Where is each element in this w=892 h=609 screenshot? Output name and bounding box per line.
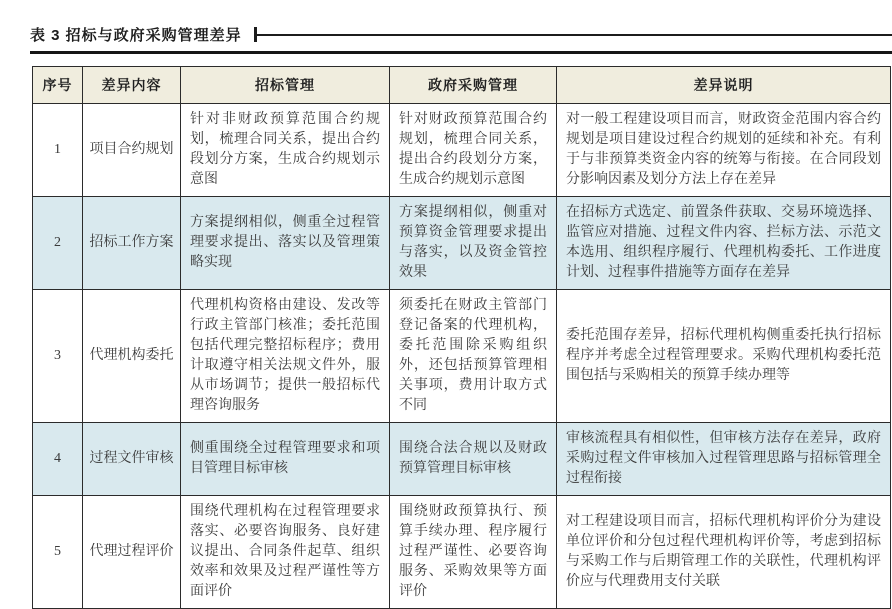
caption-horizontal-line	[257, 34, 892, 36]
cell-explanation: 对工程建设项目而言，招标代理机构评价分为建设单位评价和分包过程代理机构评价等，考虑到招标与采购工作与后期管理工作的关联性，代理机构评价应与代理费用支付关联	[557, 496, 891, 609]
comparison-table	[32, 66, 891, 609]
cell-bidding: 代理机构资格由建设、发改等行政主管部门核准；委托范围包括代理完整招标程序；费用计取遵守相关法规文件外，服从市场调节；提供一般招标代理咨询服务	[181, 290, 390, 423]
cell-explanation: 审核流程具有相似性，但审核方法存在差异，政府采购过程文件审核加入过程管理思路与招标管理全过程衔接	[557, 423, 891, 496]
cell-procurement: 方案提纲相似，侧重对预算资金管理要求提出与落实，以及资金管控效果	[390, 197, 557, 290]
cell-seq: 4	[33, 423, 83, 496]
table-header-row	[33, 67, 891, 104]
caption-divider-rule	[30, 51, 892, 54]
cell-bidding: 侧重围绕全过程管理要求和项目管理目标审核	[181, 423, 390, 496]
table-row	[33, 197, 891, 290]
cell-procurement: 须委托在财政主管部门登记备案的代理机构，委托范围除采购组织外，还包括预算管理相关事项，费用计取方式不同	[390, 290, 557, 423]
col-header-diff-content: 差异内容	[83, 67, 181, 104]
cell-diff-content: 代理机构委托	[83, 290, 181, 423]
table-row	[33, 104, 891, 197]
cell-procurement: 围绕财政预算执行、预算手续办理、程序履行过程严谨性、必要咨询服务、采购效果等方面评价	[390, 496, 557, 609]
col-header-bidding-mgmt: 招标管理	[181, 67, 390, 104]
table-row	[33, 290, 891, 423]
cell-seq: 1	[33, 104, 83, 197]
cell-diff-content: 代理过程评价	[83, 496, 181, 609]
col-header-procurement-mgmt: 政府采购管理	[390, 67, 557, 104]
cell-bidding: 方案提纲相似，侧重全过程管理要求提出、落实以及管理策略实现	[181, 197, 390, 290]
cell-procurement: 围绕合法合规以及财政预算管理目标审核	[390, 423, 557, 496]
col-header-diff-explanation: 差异说明	[557, 67, 891, 104]
cell-bidding: 围绕代理机构在过程管理要求落实、必要咨询服务、良好建议提出、合同条件起草、组织效率和效果及过程严谨性等方面评价	[181, 496, 390, 609]
cell-procurement: 针对财政预算范围合约规划，梳理合同关系，提出合约段划分方案，生成合约规划示意图	[390, 104, 557, 197]
cell-diff-content: 过程文件审核	[83, 423, 181, 496]
col-header-seq: 序号	[33, 67, 83, 104]
cell-explanation: 委托范围存差异，招标代理机构侧重委托执行招标程序并考虑全过程管理要求。采购代理机构委托范围包括与采购相关的预算手续办理等	[557, 290, 891, 423]
cell-seq: 2	[33, 197, 83, 290]
cell-diff-content: 招标工作方案	[83, 197, 181, 290]
cell-explanation: 在招标方式选定、前置条件获取、交易环境选择、监管应对措施、过程文件内容、拦标方法、示范文本选用、组织程序履行、代理机构委托、工作进度计划、过程事件措施等方面存在差异	[557, 197, 891, 290]
cell-diff-content: 项目合约规划	[83, 104, 181, 197]
table-caption-row	[30, 24, 892, 45]
table-row	[33, 496, 891, 609]
table-caption: 表 3 招标与政府采购管理差异	[30, 27, 242, 44]
cell-bidding: 针对非财政预算范围合约规划，梳理合同关系，提出合约段划分方案，生成合约规划示意图	[181, 104, 390, 197]
table-row	[33, 423, 891, 496]
cell-seq: 3	[33, 290, 83, 423]
cell-explanation: 对一般工程建设项目而言，财政资金范围内容合约规划是项目建设过程合约规划的延续和补充。有利于与非预算类资金内容的统筹与衔接。在合同段划分影响因素及划分方法上存在差异	[557, 104, 891, 197]
cell-seq: 5	[33, 496, 83, 609]
